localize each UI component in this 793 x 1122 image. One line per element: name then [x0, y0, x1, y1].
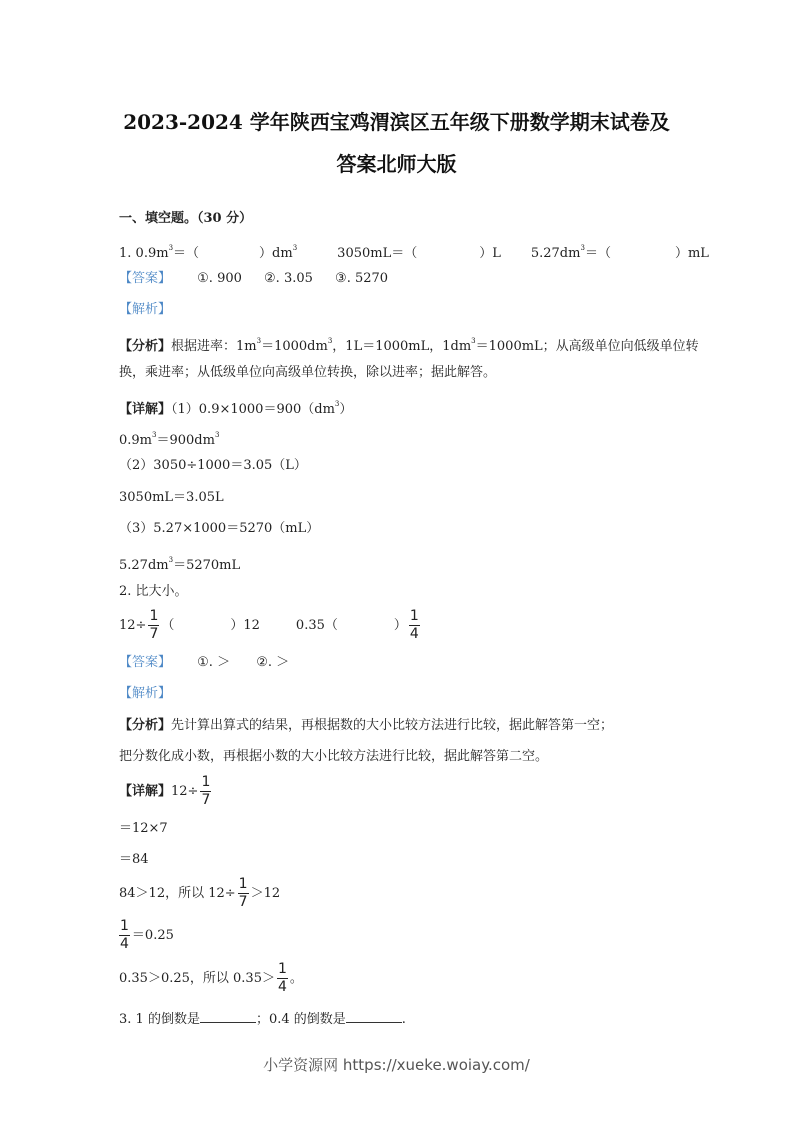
superscript: 3 — [471, 337, 476, 345]
expr-text: 3050mL＝（ — [337, 246, 418, 261]
text: 。 — [289, 971, 303, 986]
analysis-2-line1 — [119, 718, 613, 734]
detail-label: 【详解】 — [119, 784, 172, 799]
numerator: 1 — [409, 608, 419, 624]
numerator: 1 — [277, 961, 287, 977]
analysis-2-line2: 把分数化成小数，再根据小数的大小比较方法进行比较，据此解答第二空。 — [119, 749, 549, 764]
text: 0.9m — [119, 433, 153, 448]
text: ＝0.25 — [131, 928, 174, 943]
analysis-1-line1 — [119, 333, 699, 355]
answer-item: ③. 5270 — [335, 271, 389, 286]
question-number: 1. — [119, 246, 136, 261]
text: （1）0.9×1000＝900（dm — [171, 402, 335, 417]
expr-text: ）dm — [259, 246, 293, 261]
expr-text: 5.27dm — [530, 246, 581, 261]
text: . — [401, 1012, 406, 1027]
denominator: 4 — [409, 626, 419, 642]
detail-2-line4 — [119, 876, 280, 911]
superscript: 3 — [334, 400, 340, 408]
question-2-stem: 2. 比大小。 — [119, 584, 188, 599]
answer-item: ①. 900 — [197, 271, 242, 286]
text: ＞12 — [250, 886, 281, 901]
analysis-label: 【分析】 — [119, 718, 172, 733]
numerator: 1 — [120, 918, 129, 934]
detail-1-line5: （3）5.27×1000＝5270（mL） — [119, 521, 320, 536]
question-2-expressions — [119, 608, 422, 643]
detail-2-line3: ＝84 — [119, 852, 149, 867]
superscript: 3 — [327, 337, 333, 345]
expr-text: 0.9m — [135, 246, 169, 261]
text: 0.35（ — [295, 618, 338, 633]
detail-label: 【详解】 — [119, 402, 172, 417]
text: ＝5270mL — [173, 558, 241, 573]
text: ）12 — [230, 618, 260, 633]
answer-row-1 — [119, 271, 388, 287]
numerator: 1 — [201, 774, 211, 790]
expr-text: ＝（ — [173, 246, 200, 261]
detail-1-line4: 3050mL＝3.05L — [119, 490, 224, 505]
answer-item: ②. ＞ — [256, 655, 290, 670]
fraction-1-7 — [238, 876, 249, 911]
text: 12÷ — [119, 618, 147, 633]
denominator: 7 — [201, 792, 211, 808]
document-title-line2: 答案北师大版 — [336, 152, 457, 176]
fraction-1-4 — [119, 918, 130, 953]
analysis-1-line2: 换，乘进率；从低级单位向高级单位转换，除以进率；据此解答。 — [119, 365, 497, 380]
question-3 — [119, 1010, 406, 1028]
detail-2-line6 — [119, 961, 303, 996]
footer-watermark: 小学资源网 https://xueke.woiay.com/ — [263, 1056, 530, 1074]
text: ；0.4 的倒数是 — [255, 1012, 346, 1027]
expr-text: ＝（ — [584, 246, 611, 261]
text: 0.35＞0.25，所以 0.35＞ — [119, 971, 275, 986]
detail-2-line5 — [119, 918, 174, 953]
answer-blank — [200, 1010, 256, 1023]
numerator: 1 — [149, 608, 159, 624]
superscript: 3 — [214, 431, 220, 439]
denominator: 4 — [120, 936, 129, 952]
denominator: 7 — [149, 626, 159, 642]
question-1 — [119, 240, 709, 262]
analysis-label: 【分析】 — [119, 339, 172, 354]
superscript: 3 — [580, 244, 585, 252]
text: ＝1000dm — [261, 339, 328, 354]
detail-2-line2: ＝12×7 — [119, 821, 168, 836]
text: 根据进率：1m — [171, 339, 257, 354]
text: 先计算出算式的结果，再根据数的大小比较方法进行比较，据此解答第一空； — [171, 718, 614, 733]
text: 3. 1 的倒数是 — [119, 1012, 200, 1027]
answer-item: ①. ＞ — [197, 655, 231, 670]
text: 84＞12，所以 12÷ — [119, 886, 236, 901]
detail-2-line1 — [119, 774, 213, 809]
answer-row-2 — [119, 655, 289, 671]
fraction-1-4 — [409, 608, 420, 643]
denominator: 7 — [238, 894, 248, 910]
text: ） — [339, 402, 353, 417]
superscript: 3 — [168, 556, 174, 564]
superscript: 3 — [256, 337, 262, 345]
text: ，1L＝1000mL，1dm — [332, 339, 472, 354]
answer-blank — [346, 1010, 402, 1023]
superscript: 3 — [152, 431, 157, 439]
text: ） — [393, 618, 407, 633]
answer-item: ②. 3.05 — [264, 271, 313, 286]
detail-1-line3: （2）3050÷1000＝3.05（L） — [119, 458, 307, 473]
detail-1-line2 — [119, 427, 219, 449]
text: ＝900dm — [156, 433, 215, 448]
text: （ — [161, 618, 175, 633]
text: ＝1000mL；从高级单位向低级单位转 — [475, 339, 699, 354]
analysis-header-1: 【解析】 — [119, 302, 172, 317]
superscript: 3 — [292, 244, 298, 252]
detail-1-line1 — [119, 396, 352, 418]
numerator: 1 — [238, 876, 248, 892]
superscript: 3 — [168, 244, 174, 252]
expr-text: ）L — [479, 246, 501, 261]
answer-label: 【答案】 — [119, 655, 172, 670]
section-heading: 一、填空题。（30 分） — [119, 211, 253, 226]
analysis-header-2: 【解析】 — [119, 686, 172, 701]
denominator: 4 — [277, 979, 287, 995]
fraction-1-4 — [277, 961, 288, 996]
expr-text: ）mL — [674, 246, 709, 261]
detail-1-line6 — [119, 552, 240, 574]
text: 5.27dm — [119, 558, 169, 573]
answer-label: 【答案】 — [119, 271, 172, 286]
text: 12÷ — [171, 784, 199, 799]
document-title-line1: 2023-2024 学年陕西宝鸡渭滨区五年级下册数学期末试卷及 — [123, 110, 670, 134]
fraction-1-7 — [148, 608, 159, 643]
fraction-1-7 — [200, 774, 211, 809]
